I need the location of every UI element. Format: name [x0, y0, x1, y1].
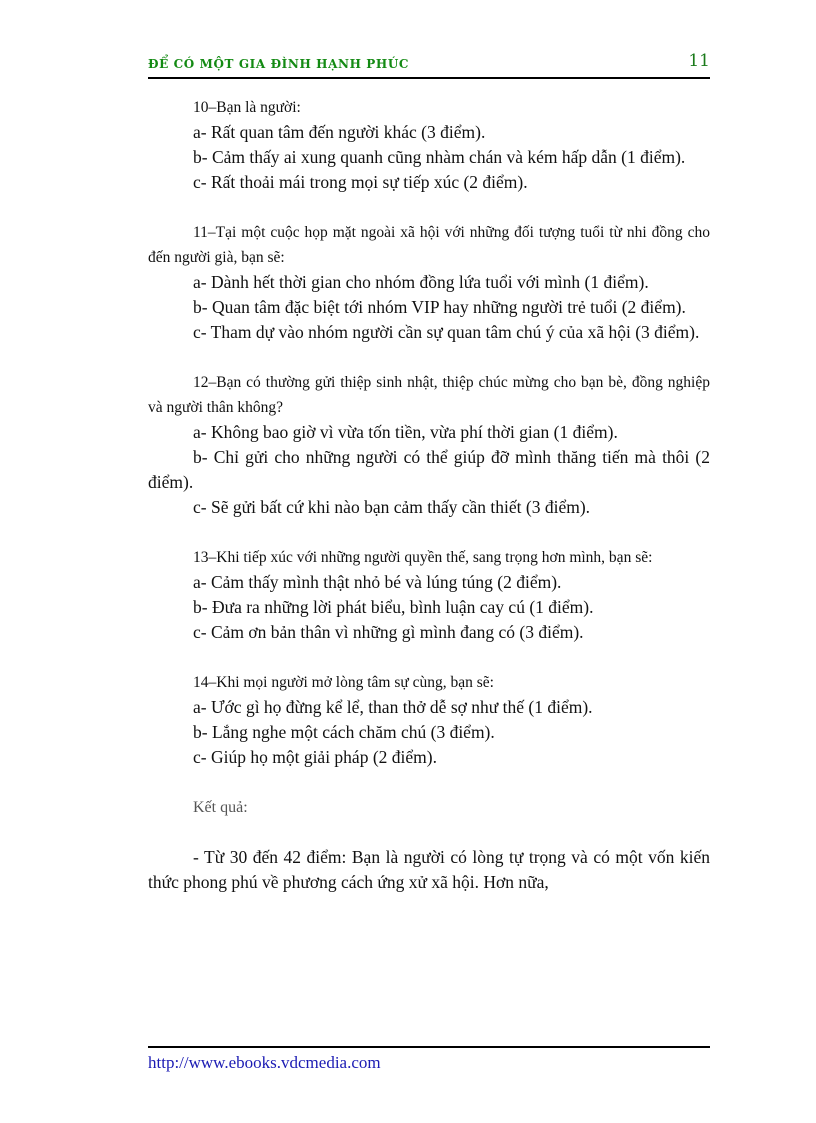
question-13: 13–Khi tiếp xúc với những người quyền thế, sang trọng hơn mình, bạn sẽ:	[193, 549, 653, 566]
option-13c: c- Cảm ơn bản thân vì những gì mình đang có (3 điểm).	[193, 622, 584, 642]
option-11a: a- Dành hết thời gian cho nhóm đồng lứa tuổi với mình (1 điểm).	[193, 272, 649, 292]
option-13b: b- Đưa ra những lời phát biểu, bình luận cay cú (1 điểm).	[193, 597, 594, 617]
option-13a: a- Cảm thấy mình thật nhỏ bé và lúng túng (2 điểm).	[193, 572, 562, 592]
question-10: 10–Bạn là người:	[193, 99, 301, 116]
spacer	[148, 195, 710, 220]
option-14a: a- Ước gì họ đừng kể lể, than thở dễ sợ như thế (1 điểm).	[193, 697, 593, 717]
option-10b: b- Cảm thấy ai xung quanh cũng nhàm chán và kém hấp dẫn (1 điểm).	[193, 147, 686, 167]
option-11b: b- Quan tâm đặc biệt tới nhóm VIP hay những người trẻ tuổi (2 điểm).	[193, 297, 686, 317]
option-12c: c- Sẽ gửi bất cứ khi nào bạn cảm thấy cần thiết (3 điểm).	[193, 497, 591, 517]
spacer	[148, 820, 710, 845]
option-14c: c- Giúp họ một giải pháp (2 điểm).	[193, 747, 437, 767]
spacer	[148, 645, 710, 670]
option-14b: b- Lắng nghe một cách chăm chú (3 điểm).	[193, 722, 495, 742]
page-body	[148, 95, 710, 895]
spacer	[148, 520, 710, 545]
result-text: - Từ 30 đến 42 điểm: Bạn là người có lòng tự trọng và có một vốn kiến thức phong phú về phương cách ứng xử xã hội. Hơn nữa,	[148, 847, 710, 892]
question-14: 14–Khi mọi người mở lòng tâm sự cùng, bạn sẽ:	[193, 674, 494, 691]
option-12a: a- Không bao giờ vì vừa tốn tiền, vừa phí thời gian (1 điểm).	[193, 422, 618, 442]
spacer	[148, 770, 710, 795]
spacer	[148, 345, 710, 370]
running-header	[148, 53, 710, 79]
header-title: ĐỂ CÓ MỘT GIA ĐÌNH HẠNH PHÚC	[148, 57, 410, 71]
running-footer	[148, 1046, 710, 1072]
option-11c: c- Tham dự vào nhóm người cần sự quan tâm chú ý của xã hội (3 điểm).	[193, 322, 700, 342]
question-11: 11–Tại một cuộc họp mặt ngoài xã hội với những đối tượng tuổi từ nhi đồng cho đến người già, bạn sẽ:	[148, 224, 710, 266]
page-number: 11	[688, 51, 710, 71]
footer-link[interactable]: http://www.ebooks.vdcmedia.com	[148, 1053, 381, 1072]
result-label: Kết quả:	[193, 799, 248, 816]
option-10c: c- Rất thoải mái trong mọi sự tiếp xúc (2 điểm).	[193, 172, 528, 192]
option-10a: a- Rất quan tâm đến người khác (3 điểm).	[193, 122, 486, 142]
option-12b: b- Chỉ gửi cho những người có thể giúp đỡ mình thăng tiến mà thôi (2 điểm).	[148, 447, 710, 492]
question-12: 12–Bạn có thường gửi thiệp sinh nhật, thiệp chúc mừng cho bạn bè, đồng nghiệp và người thân không?	[148, 374, 710, 416]
